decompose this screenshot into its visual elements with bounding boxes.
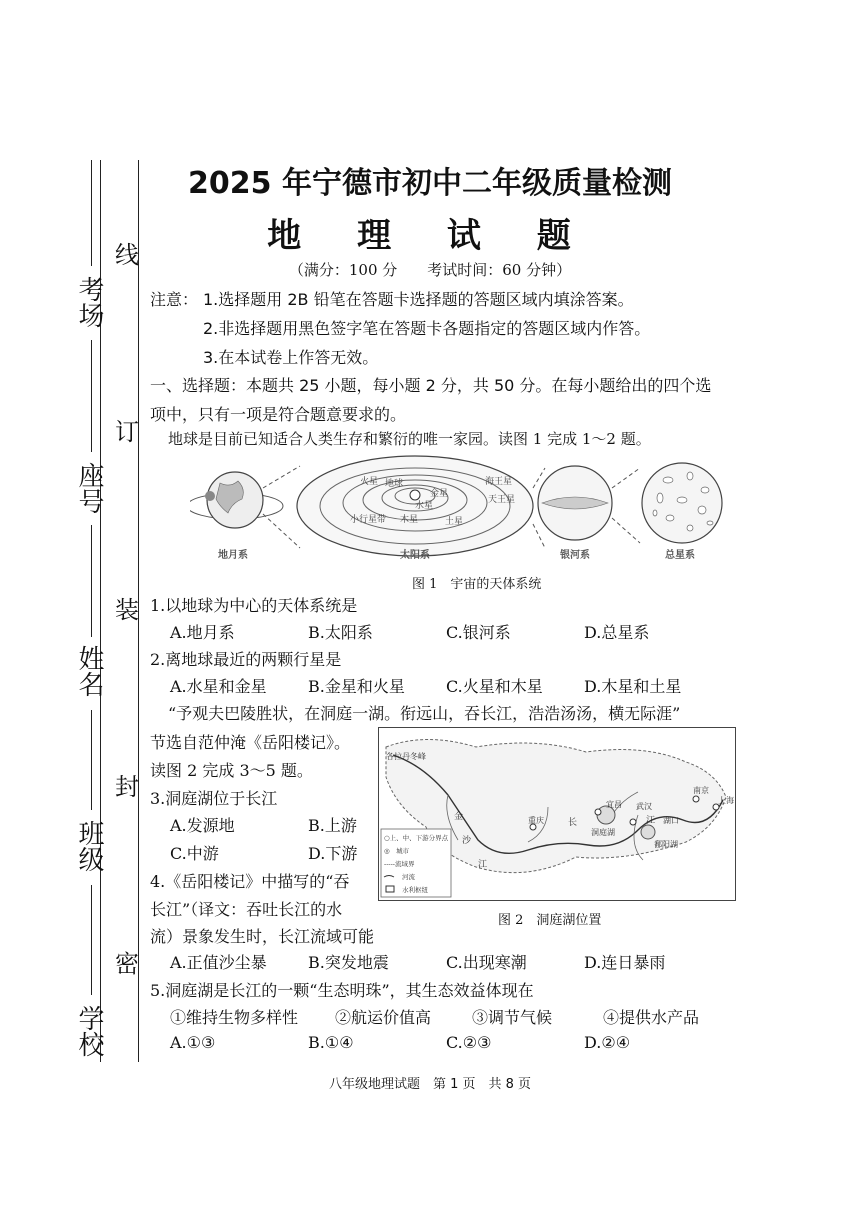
label-mercury: 水星 bbox=[415, 501, 434, 511]
q5-option-a: A.①③ bbox=[170, 1033, 216, 1052]
label-saturn: 土星 bbox=[445, 517, 464, 527]
field-blank-line bbox=[91, 710, 92, 810]
note-2: 2.非选择题用黑色签字笔在答题卡各题指定的答题区域内作答。 bbox=[203, 319, 651, 338]
binding-word-bind: 装 bbox=[115, 596, 139, 624]
q3-option-b: B.上游 bbox=[308, 816, 357, 835]
label-jupiter: 木星 bbox=[400, 515, 419, 525]
label-asteroid-belt: 小行星带 bbox=[350, 515, 387, 525]
exam-title: 2025 年宁德市初中二年级质量检测 bbox=[188, 166, 672, 201]
figure-1-caption: 图 1 宇宙的天体系统 bbox=[412, 577, 542, 592]
page-footer: 八年级地理试题 第 1 页 共 8 页 bbox=[328, 1077, 532, 1092]
notes-label: 注意： bbox=[150, 290, 199, 309]
q3-option-d: D.下游 bbox=[308, 844, 358, 863]
place-wuhan: 武汉 bbox=[636, 802, 652, 811]
place-geladandong: 各拉丹冬峰 bbox=[386, 752, 426, 761]
label-neptune: 海王星 bbox=[485, 477, 513, 487]
place-dongting: 洞庭湖 bbox=[591, 828, 615, 837]
q4-option-d: D.连日暴雨 bbox=[584, 953, 666, 972]
q5-choice-4: ④提供水产品 bbox=[603, 1008, 700, 1027]
q2-stem: 2.离地球最近的两颗行星是 bbox=[150, 650, 342, 669]
q1-option-b: B.太阳系 bbox=[308, 623, 373, 642]
place-nanjing: 南京 bbox=[693, 786, 709, 795]
q4-option-c: C.出现寒潮 bbox=[446, 953, 527, 972]
q2-option-d: D.木星和土星 bbox=[584, 677, 682, 696]
section-1-line-2: 项中，只有一项是符合题意要求的。 bbox=[150, 405, 407, 424]
q1-option-c: C.银河系 bbox=[446, 623, 511, 642]
q4-line-3: 流）景象发生时，长江流域可能 bbox=[150, 927, 375, 946]
q5-choice-3: ③调节气候 bbox=[472, 1008, 553, 1027]
label-earth: 地球 bbox=[385, 479, 404, 489]
label-venus: 金星 bbox=[430, 489, 449, 499]
place-poyang: 鄱阳湖 bbox=[654, 840, 678, 849]
legend-city: ◎ 城市 bbox=[384, 847, 410, 855]
q4-line-2: 长江”（译文：吞吐长江的水 bbox=[150, 900, 343, 919]
q3-stem: 3.洞庭湖位于长江 bbox=[150, 789, 278, 808]
field-blank-line bbox=[91, 340, 92, 452]
q1-option-a: A.地月系 bbox=[170, 623, 235, 642]
binding-word-line: 线 bbox=[115, 241, 139, 269]
place-yichang: 宜昌 bbox=[606, 800, 622, 809]
label-earth-moon: 地月系 bbox=[218, 550, 248, 561]
q3-option-a: A.发源地 bbox=[170, 816, 235, 835]
field-blank-line bbox=[91, 885, 92, 995]
binding-word-seal: 封 bbox=[115, 773, 139, 801]
place-jiang-1: 江 bbox=[478, 860, 488, 870]
q5-option-b: B.①④ bbox=[308, 1033, 354, 1052]
place-jin: 金 bbox=[454, 812, 464, 822]
subject-title: 地 理 试 题 bbox=[267, 216, 593, 256]
binding-word-secret: 密 bbox=[115, 950, 139, 978]
place-shanghai: 上海 bbox=[718, 796, 734, 805]
figure-1-diagram bbox=[190, 448, 740, 568]
q5-stem: 5.洞庭湖是长江的一颗“生态明珠”，其生态效益体现在 bbox=[150, 981, 534, 1000]
figure-2-caption: 图 2 洞庭湖位置 bbox=[498, 913, 602, 928]
note-3: 3.在本试卷上作答无效。 bbox=[203, 348, 379, 367]
label-galaxy: 银河系 bbox=[560, 550, 590, 561]
field-school: 学校 bbox=[74, 1005, 104, 1057]
q5-option-c: C.②③ bbox=[446, 1033, 492, 1052]
field-name: 姓名 bbox=[74, 645, 104, 697]
intro-2-line-3: 读图 2 完成 3～5 题。 bbox=[150, 761, 313, 780]
place-sha: 沙 bbox=[462, 836, 472, 846]
q5-option-d: D.②④ bbox=[584, 1033, 631, 1052]
section-1-line-1: 一、选择题：本题共 25 小题，每小题 2 分，共 50 分。在每小题给出的四个选 bbox=[150, 376, 712, 395]
label-universe: 总星系 bbox=[665, 550, 695, 561]
q5-choice-1: ①维持生物多样性 bbox=[170, 1008, 299, 1027]
field-seat: 座号 bbox=[74, 462, 104, 514]
legend-basin: -----流域界 bbox=[384, 860, 415, 868]
label-uranus: 天王星 bbox=[488, 495, 516, 505]
intro-2-line-1: “予观夫巴陵胜状，在洞庭一湖。衔远山，吞长江，浩浩汤汤，横无际涯” bbox=[168, 704, 681, 723]
field-blank-line bbox=[91, 525, 92, 637]
q1-stem: 1.以地球为中心的天体系统是 bbox=[150, 596, 358, 615]
q4-line-1: 4.《岳阳楼记》中描写的“吞 bbox=[150, 872, 350, 891]
q3-option-c: C.中游 bbox=[170, 844, 219, 863]
q1-option-d: D.总星系 bbox=[584, 623, 650, 642]
legend-boundary-point: ○上、中、下游分界点 bbox=[384, 834, 449, 842]
q4-option-a: A.正值沙尘暴 bbox=[170, 953, 267, 972]
note-1: 1.选择题用 2B 铅笔在答题卡选择题的答题区域内填涂答案。 bbox=[203, 290, 634, 309]
q2-option-a: A.水星和金星 bbox=[170, 677, 267, 696]
q2-option-b: B.金星和火星 bbox=[308, 677, 405, 696]
place-jiang-2: 江 bbox=[646, 816, 656, 826]
legend-dam: 水利枢纽 bbox=[402, 886, 428, 894]
place-chongqing: 重庆 bbox=[528, 816, 544, 825]
label-mars: 火星 bbox=[360, 477, 379, 487]
intro-1: 地球是目前已知适合人类生存和繁衍的唯一家园。读图 1 完成 1～2 题。 bbox=[168, 430, 651, 448]
q4-option-b: B.突发地震 bbox=[308, 953, 389, 972]
binding-word-order: 订 bbox=[115, 418, 139, 446]
legend-river: 河流 bbox=[402, 873, 415, 881]
intro-2-line-2: 节选自范仲淹《岳阳楼记》。 bbox=[150, 733, 351, 752]
label-solar: 太阳系 bbox=[400, 550, 430, 561]
exam-meta: （满分：100 分 考试时间：60 分钟） bbox=[288, 261, 572, 279]
place-hukou: 湖口 bbox=[663, 816, 679, 825]
field-exam-room: 考场 bbox=[74, 276, 104, 328]
q5-choice-2: ②航运价值高 bbox=[335, 1008, 432, 1027]
place-chang: 长 bbox=[568, 818, 578, 828]
figure-2-map bbox=[378, 727, 736, 901]
field-class: 班级 bbox=[74, 820, 104, 872]
q2-option-c: C.火星和木星 bbox=[446, 677, 543, 696]
